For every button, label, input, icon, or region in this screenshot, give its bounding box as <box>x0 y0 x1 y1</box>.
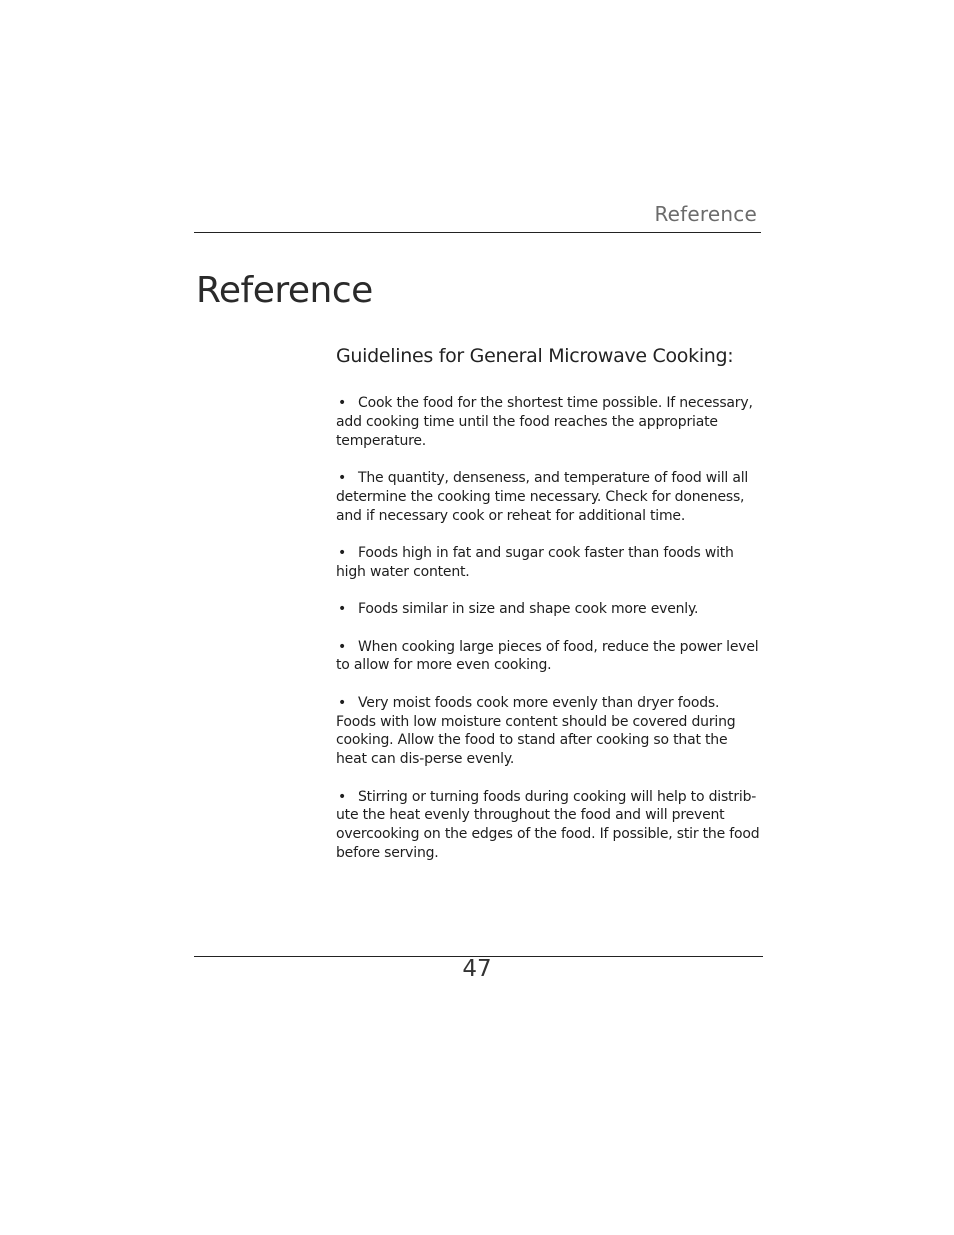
list-item-text: Cook the food for the shortest time possible. If necessary, add cooking time until the food reaches the appropriate temperature. <box>336 395 753 449</box>
bullet-icon: • <box>338 601 347 618</box>
list-item-text: When cooking large pieces of food, reduce the power level to allow for more even cooking. <box>336 638 759 674</box>
list-item-text: The quantity, denseness, and temperature of food will all determine the cooking time necessary. Check for doneness, and if necessary cook or reheat for additional time. <box>336 469 749 524</box>
list-item <box>336 694 760 769</box>
list-item <box>336 788 760 863</box>
list-item-text: Stirring or turning foods during cooking will help to distrib-ute the heat evenly throughout the food and will prevent overcooking on the edges of the food. If possible, stir the food before serving. <box>336 788 760 861</box>
bullet-icon: • <box>338 544 347 561</box>
bullet-icon: • <box>338 788 347 805</box>
page-title: Reference <box>196 270 373 311</box>
list-item-text: Foods high in fat and sugar cook faster than foods with high water content. <box>336 544 734 580</box>
list-item-text: Foods similar in size and shape cook more evenly. <box>358 601 699 618</box>
section-heading: Guidelines for General Microwave Cooking: <box>336 345 734 367</box>
page-number: 47 <box>462 956 492 982</box>
bullet-icon: • <box>338 395 347 411</box>
running-header: Reference <box>654 202 757 226</box>
guidelines-list <box>336 394 760 881</box>
list-item <box>336 638 760 676</box>
bullet-icon: • <box>338 469 347 486</box>
bullet-icon: • <box>338 694 347 711</box>
list-item <box>336 469 760 525</box>
list-item <box>336 600 760 619</box>
list-item <box>336 394 760 450</box>
list-item-text: Very moist foods cook more evenly than dryer foods. Foods with low moisture content should be covered during cooking. Allow the food to stand after cooking so that the heat can dis-perse evenly. <box>336 694 736 768</box>
header-rule <box>194 232 761 233</box>
list-item <box>336 544 760 582</box>
bullet-icon: • <box>338 638 347 655</box>
